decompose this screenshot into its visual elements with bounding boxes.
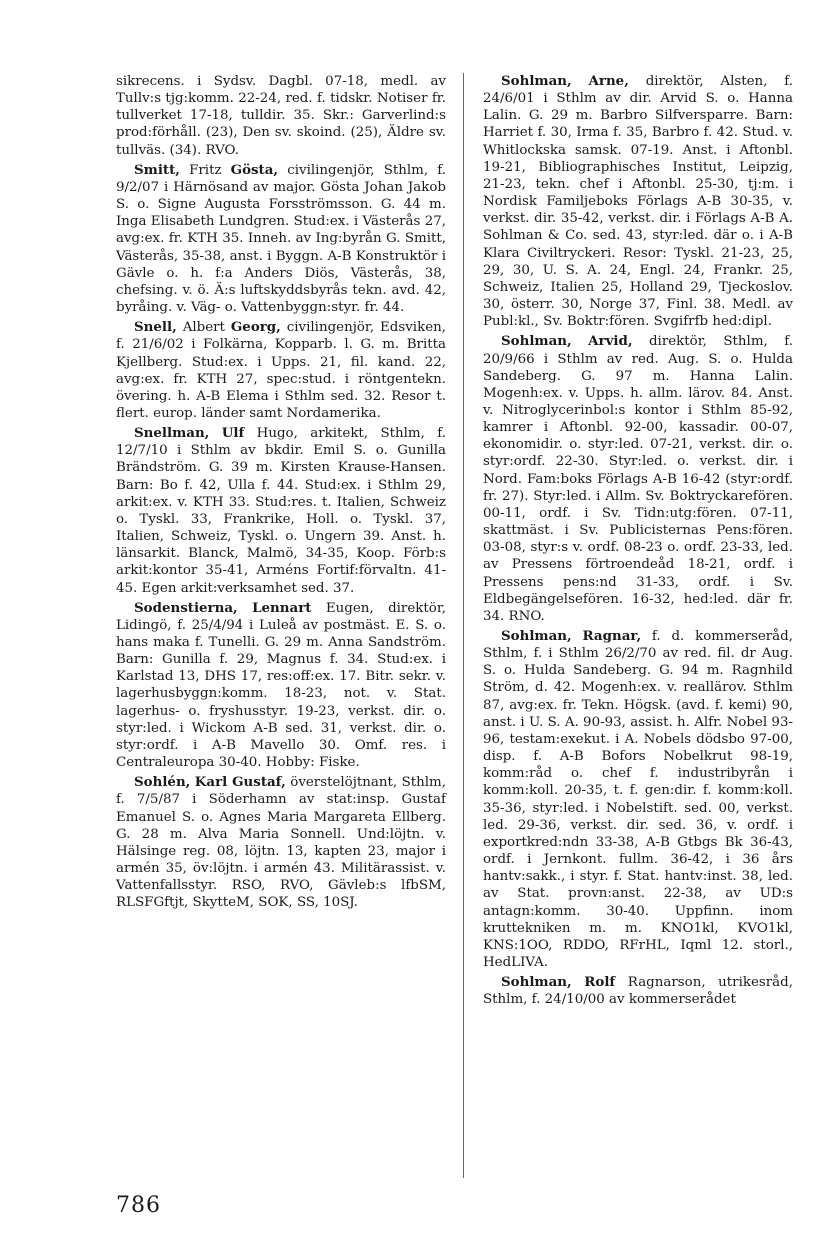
entry-text: Hugo, arkitekt, Sthlm, f. 12/7/10 i Sthlm av bkdir. Emil S. o. Gunilla Brändström. G. 39 m. Kirsten Krause-Hansen. Barn: Bo f. 42, Ulla f. 44. Stud:ex. i Sthlm 29, arkit:ex. v. KTH 33. Stud:res. t. Italien, Schweiz o. Tyskl. 33, Frankrike, Holl. o. Tyskl. 37, Italien, Schweiz, Tyskl. o. Ungern 39. Anst. h. länsarkit. Blanck, Malmö, 34-35, Koop. Förb:s arkit:kontor 35-41, Arméns Fortif:förvaltn. 41-45. Egen arkit:verksamhet sed. 37. [116, 426, 446, 596]
entry-called-name: Arne, [588, 73, 629, 89]
biography-entry [116, 162, 446, 316]
biography-entry [116, 774, 446, 911]
entry-given-name: Albert [176, 320, 231, 336]
entry-continuation [116, 73, 446, 159]
entry-called-name: Ulf [221, 425, 245, 442]
biography-entry [483, 73, 793, 330]
biography-entry [483, 974, 793, 1008]
entry-called-name: Georg, [230, 319, 281, 336]
entry-surname: Snell, [134, 319, 177, 336]
entry-called-name: Arvid, [588, 333, 633, 350]
entry-surname: Sohlman, [501, 974, 572, 991]
entry-given-name [238, 601, 252, 616]
biography-entry [483, 628, 793, 971]
entry-called-name: Rolf [584, 974, 616, 991]
entry-surname: Sohlman, [501, 628, 572, 644]
entry-text: direktör, Sthlm, f. 20/9/66 i Sthlm av red. Aug. S. o. Hulda Sandeberg. G. 97 m. Hanna Lalin. Mogenh:ex. v. Upps. h. allm. lärov. 84. Anst. v. Nitroglycerinbol:s kontor i Sthlm 85-92, kamrer i Aftonbl. 92-00, kassadir. 00-07, ekonomidir. o. styr:led. 07-21, verkst. dir. o. styr:ordf. 22-30. Styr:led. o. verkst. dir. i Nord. Fam:boks Förlags A-B 16-42 (styr:ordf. fr. 27). Styr:led. i Allm. Sv. Boktryckarefören. 00-11, ordf. i Sv. Tidn:utg:fören. 07-11, skattmäst. i Sv. Publicisternas Pens:fören. 03-08, styr:s v. ordf. 08-23 o. ordf. 23-33, led. av Pressens förtroendeåd 18-21, ordf. i Pressens pens:nd 31-33, ordf. i Sv. Eldbegängelseförеn. 16-32, hed:led. där fr. 34. RNO. [483, 334, 793, 624]
biography-entry [116, 425, 446, 597]
left-column [116, 73, 446, 915]
entry-surname: Sohlman, [501, 73, 572, 89]
entry-text: överstelöjtnant, Sthlm, f. 7/5/87 i Söderhamn av stat:insp. Gustaf Emanuel S. o. Agnes Maria Margareta Ellberg. G. 28 m. Alva Maria Sonnell. Und:löjtn. v. Hälsinge reg. 08, löjtn. 13, kapten 23, major i armén 35, öv:löjtn. i armén 43. Militärassist. v. Vattenfallsstyr. RSO, RVO, Gävleb:s lfbSM, RLSFGftjt, SkytteM, SOK, SS, 10SJ. [116, 775, 446, 911]
entry-given-name [572, 74, 589, 89]
entry-given-name [572, 975, 585, 990]
entry-given-name [209, 426, 221, 441]
entry-text: civilingenjör, Sthlm, f. 9/2/07 i Härnösand av major. Gösta Johan Jakob S. o. Signe Augusta Forsströmsson. G. 44 m. Inga Elisabeth Lundgren. Stud:ex. i Västerås 27, avg:ex. fr. KTH 35. Inneh. av Ing:byrån G. Smitt, Västerås, 35-38, anst. i Byggn. A-B Konstruktör i Gävle o. h. f:a Anders Diös, Västerås, 38, chefsing. v. ö. Ä:s luftskyddsbyrås tekn. avd. 42, byråing. v. Väg- o. Vattenbyggn:styr. fr. 44. [116, 162, 446, 316]
biography-entry [483, 333, 793, 625]
entry-called-name: Karl Gustaf, [194, 774, 286, 791]
entry-surname: Sohlén, [134, 774, 191, 791]
entry-text: civilingenjör, Edsviken, f. 21/6/02 i Folkärna, Kopparb. l. G. m. Britta Kjellberg. Stud:ex. i Upps. 21, fil. kand. 22, avg:ex. fr. KTH 27, spec:stud. i röntgentekn. övering. h. A-B Elema i Sthlm sed. 32. Resor t. flert. europ. länder samt Nordamerika. [116, 320, 447, 421]
entry-text: Eugen, direktör, Lidingö, f. 25/4/94 i Luleå av postmäst. E. S. o. hans maka f. Tunelli. G. 29 m. Anna Sandström. Barn: Gunilla f. 29, Magnus f. 34. Stud:ex. i Karlstad 13, DHS 17, res:off:ex. 17. Bitr. sekr. v. lagerhusbyggn:komm. 18-23, not. v. Stat. lagerhus- o. fryshusstyr. 19-23, verkst. dir. o. styr:led. i Wickom A-B sed. 31, verkst. dir. o. styr:ordf. i A-B Mavello 30. Omf. res. i Centraleuropa 30-40. Hobby: Fiske. [116, 600, 446, 771]
biography-entry [116, 600, 446, 772]
entry-surname: Smitt, [134, 161, 180, 178]
entry-text: f. d. kommerseråd, Sthlm, f. i Sthlm 26/2/70 av red. fil. dr Aug. S. o. Hulda Sandeberg. G. 94 m. Ragnhild Ström, d. 42. Mogenh:ex. v. reallärov. Sthlm 87, avg:ex. fr. Tekn. Högsk. (avd. f. kemi) 90, anst. i U. S. A. 90-93, assist. h. Alfr. Nobel 93-96, testam:exekut. i A. Nobels dödsbo 97-00, disp. f. A-B Bofors Nobelkrut 98-19, komm:råd o. chef f. industribyrån i komm:koll. 20-35, t. f. gen:dir. f. komm:koll. 35-36, styr:led. i Nobelstift. sed. 00, verkst. led. 29-36, verkst. dir. sed. 36, v. ordf. i exportkred:ndn 33-38, A-B Gtbgs Bk 36-43, ordf. i Jernkont. fullm. 36-42, i 36 års hantv:sakk., i styr. f. Stat. hantv:inst. 38, led. av Stat. provn:anst. 22-38, av UD:s antagn:komm. 30-40. Uppfinn. inom kruttekniken m. m. KNO1kl, KVO1kl, KNS:1OO, RDDO, RFrHL, Iqml 12. storl., HedLIVA. [483, 629, 793, 970]
entry-surname: Sodenstierna, [134, 599, 238, 616]
entry-given-name [572, 629, 583, 644]
entry-given-name: Fritz [179, 162, 231, 178]
page-number: 786 [116, 1193, 161, 1218]
entry-called-name: Lennart [252, 599, 312, 616]
entry-called-name: Ragnar, [582, 628, 642, 644]
entry-surname: Snellman, [134, 425, 210, 442]
right-column [483, 73, 793, 1011]
biography-entry [116, 319, 446, 422]
entry-text: sikrecens. i Sydsv. Dagbl. 07-18, medl. av Tullv:s tjg:komm. 22-24, red. f. tidskr. Notiser fr. tullverket 17-18, tulldir. 35. Skr.: Garverlind:s prod:förhåll. (23), Den sv. skoind. (25), Äldre sv. tullväs. (34). RVO. [116, 74, 446, 158]
entry-called-name: Gösta, [230, 161, 279, 178]
entry-surname: Sohlman, [501, 333, 572, 350]
entry-given-name [572, 334, 588, 349]
entry-text: Ragnarson, utrikesråd, Sthlm, f. 24/10/00 av kommerserådet [483, 975, 793, 1008]
entry-text: direktör, Alsten, f. 24/6/01 i Sthlm av dir. Arvid S. o. Hanna Lalin. G. 29 m. Barbro Silfversparre. Barn: Harriet f. 30, Irma f. 35, Barbro f. 42. Stud. v. Whitlockska samsk. 07-19. Anst. i Aftonbl. 19-21, Bibliographisches Institut, Leipzig, 21-23, tekn. chef i Aftonbl. 25-30, tj:m. i Nordisk Familjeboks Förlags A-B 30-35, v. verkst. dir. 35-42, verkst. dir. i Förlags A-B A. Sohlman & Co. sed. 43, styr:led. där o. i A-B Klara Civiltryckeri. Resor: Tyskl. 21-23, 25, 29, 30, U. S. A. 24, Engl. 24, Frankr. 25, Schweiz, Italien 25, Holland 29, Tjeckoslov. 30, österr. 30, Norge 37, Finl. 38. Medl. av Publ:kl., Sv. Boktr:fören. Svgifrfb hed:dipl. [483, 74, 793, 330]
column-divider [463, 73, 464, 1178]
